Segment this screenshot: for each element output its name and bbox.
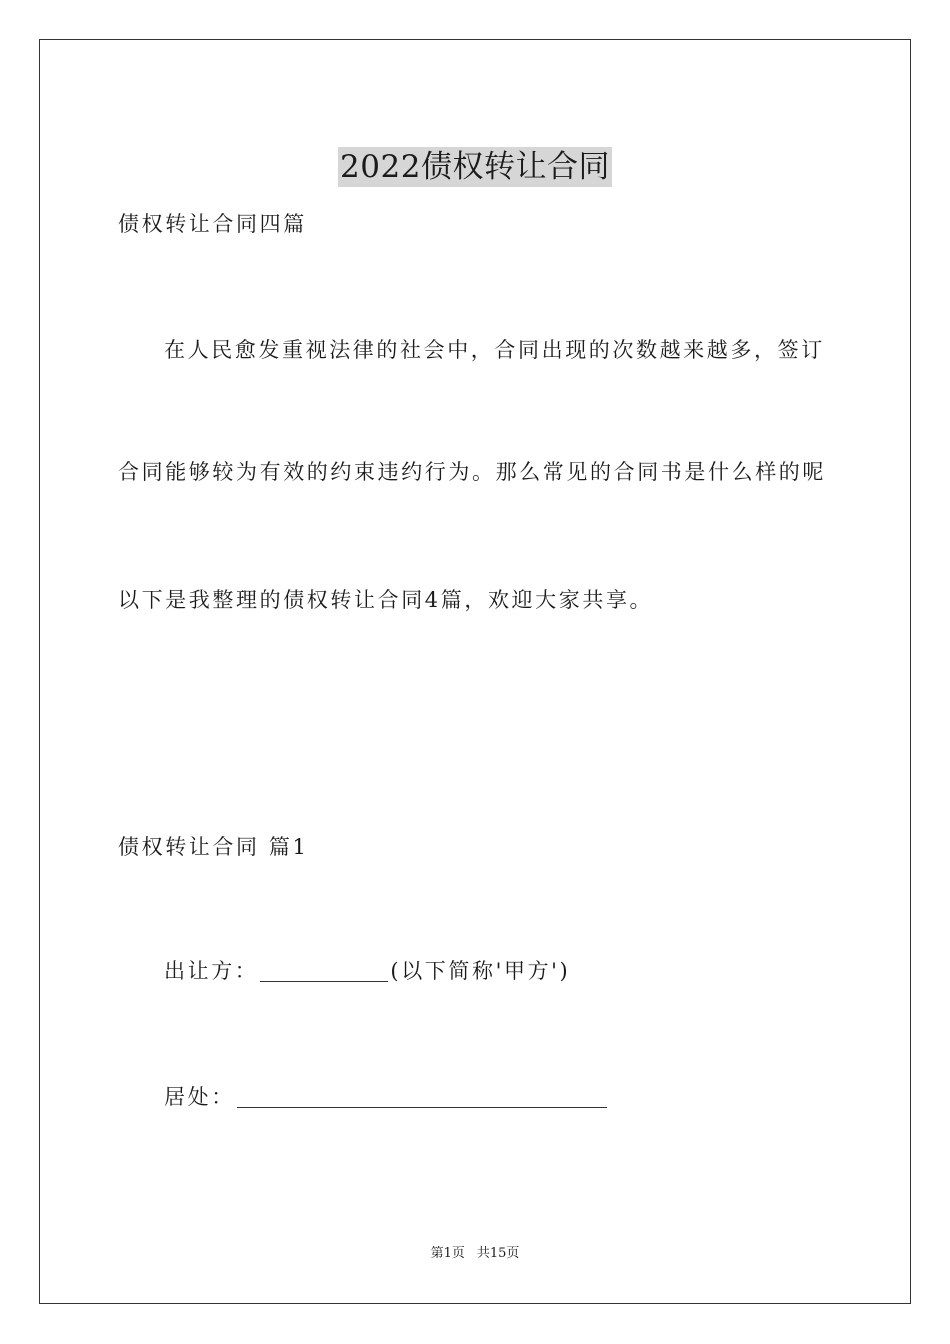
residence-label: 居处： (164, 1085, 235, 1109)
transferor-label: 出让方： (164, 959, 259, 983)
section-heading: 债权转让合同 篇1 (118, 835, 309, 859)
document-title: 2022债权转让合同 (340, 148, 610, 185)
transferor-field (164, 956, 570, 986)
page-total: 共15页 (476, 1246, 520, 1261)
intro-line-3: 以下是我整理的债权转让合同4篇，欢迎大家共享。 (118, 588, 654, 612)
document-subtitle: 债权转让合同四篇 (118, 212, 307, 236)
page-number: 第1页 (430, 1246, 465, 1261)
residence-field (164, 1082, 609, 1112)
transferor-blank (260, 959, 388, 982)
intro-line-1: 在人民愈发重视法律的社会中，合同出现的次数越来越多，签订 (164, 338, 825, 362)
intro-line-2: 合同能够较为有效的约束违约行为。那么常见的合同书是什么样的呢 (118, 460, 826, 484)
title-container (0, 126, 950, 208)
page-footer (0, 1244, 950, 1264)
transferor-suffix: (以下简称'甲方') (390, 959, 571, 983)
residence-blank (237, 1085, 607, 1108)
